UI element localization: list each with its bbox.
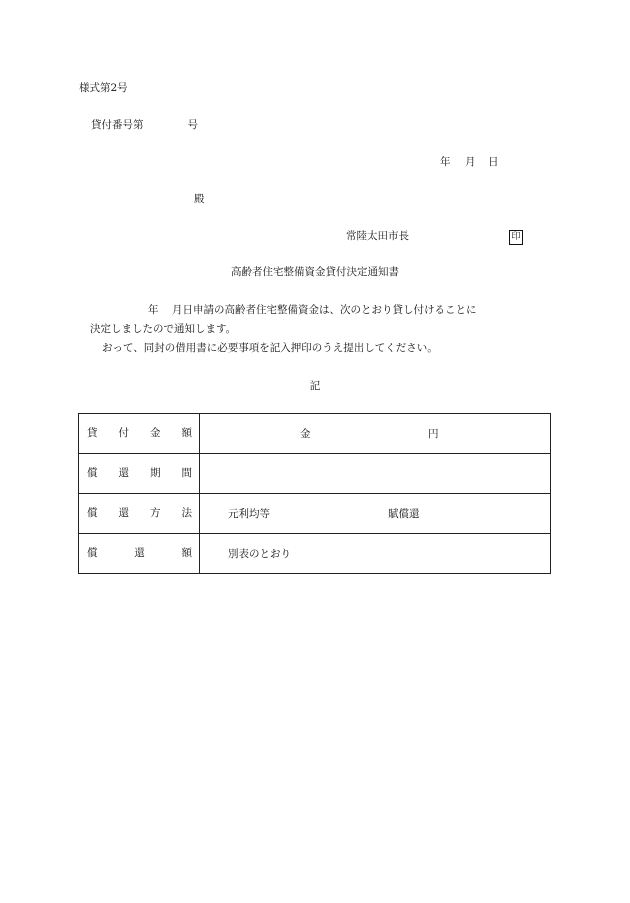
body-line-1 bbox=[90, 304, 477, 316]
method-right: 賦償還 bbox=[388, 507, 420, 520]
label-char: 金 bbox=[150, 427, 161, 440]
loan-number-line bbox=[91, 120, 198, 131]
body-line-2: 決定しましたので通知します。 bbox=[90, 323, 237, 335]
amount-yen: 円 bbox=[428, 427, 439, 440]
loan-number-prefix: 貸付番号第 bbox=[91, 119, 144, 131]
ki-heading: 記 bbox=[309, 380, 321, 392]
loan-details-table bbox=[78, 413, 551, 574]
table-row bbox=[79, 414, 551, 454]
label-repayment-method bbox=[79, 494, 200, 534]
label-char: 償 bbox=[87, 507, 98, 520]
table-row bbox=[79, 534, 551, 574]
document-title: 高齢者住宅整備資金貸付決定通知書 bbox=[231, 266, 399, 278]
label-loan-amount bbox=[79, 414, 200, 454]
table-row bbox=[79, 494, 551, 534]
label-char: 貸 bbox=[87, 427, 98, 440]
value-repayment-amount bbox=[200, 534, 551, 574]
body-year: 年 bbox=[148, 304, 159, 316]
label-char: 償 bbox=[87, 547, 98, 560]
label-char: 還 bbox=[118, 507, 129, 520]
date-month: 月 bbox=[465, 156, 476, 168]
method-left: 元利均等 bbox=[228, 507, 270, 520]
label-char: 還 bbox=[118, 467, 129, 480]
label-char: 期 bbox=[150, 467, 161, 480]
table-row bbox=[79, 454, 551, 494]
value-loan-amount bbox=[200, 414, 551, 454]
label-char: 付 bbox=[118, 427, 129, 440]
label-char: 償 bbox=[87, 467, 98, 480]
loan-number-suffix: 号 bbox=[187, 119, 198, 131]
form-number: 様式第2号 bbox=[79, 82, 128, 94]
label-char: 額 bbox=[181, 427, 192, 440]
label-char: 法 bbox=[181, 507, 192, 520]
body-day-rest: 日申請の高齢者住宅整備資金は、次のとおり貸し付けることに bbox=[182, 304, 477, 316]
label-char: 還 bbox=[134, 547, 145, 560]
addressee-honorific: 殿 bbox=[194, 193, 205, 205]
per-table-note: 別表のとおり bbox=[228, 547, 291, 560]
label-char: 額 bbox=[181, 547, 192, 560]
date-day: 日 bbox=[488, 156, 499, 168]
label-repayment-period bbox=[79, 454, 200, 494]
issue-date bbox=[440, 157, 499, 168]
label-char: 方 bbox=[150, 507, 161, 520]
amount-kin: 金 bbox=[300, 427, 311, 440]
date-year: 年 bbox=[440, 156, 451, 168]
seal-mark: 印 bbox=[509, 230, 523, 245]
label-char: 間 bbox=[181, 467, 192, 480]
value-repayment-period bbox=[200, 454, 551, 494]
label-repayment-amount bbox=[79, 534, 200, 574]
issuer-name: 常陸太田市長 bbox=[346, 230, 409, 242]
body-month: 月 bbox=[172, 304, 183, 316]
value-repayment-method bbox=[200, 494, 551, 534]
body-line-3: おって、同封の借用書に必要事項を記入押印のうえ提出してください。 bbox=[102, 342, 438, 354]
